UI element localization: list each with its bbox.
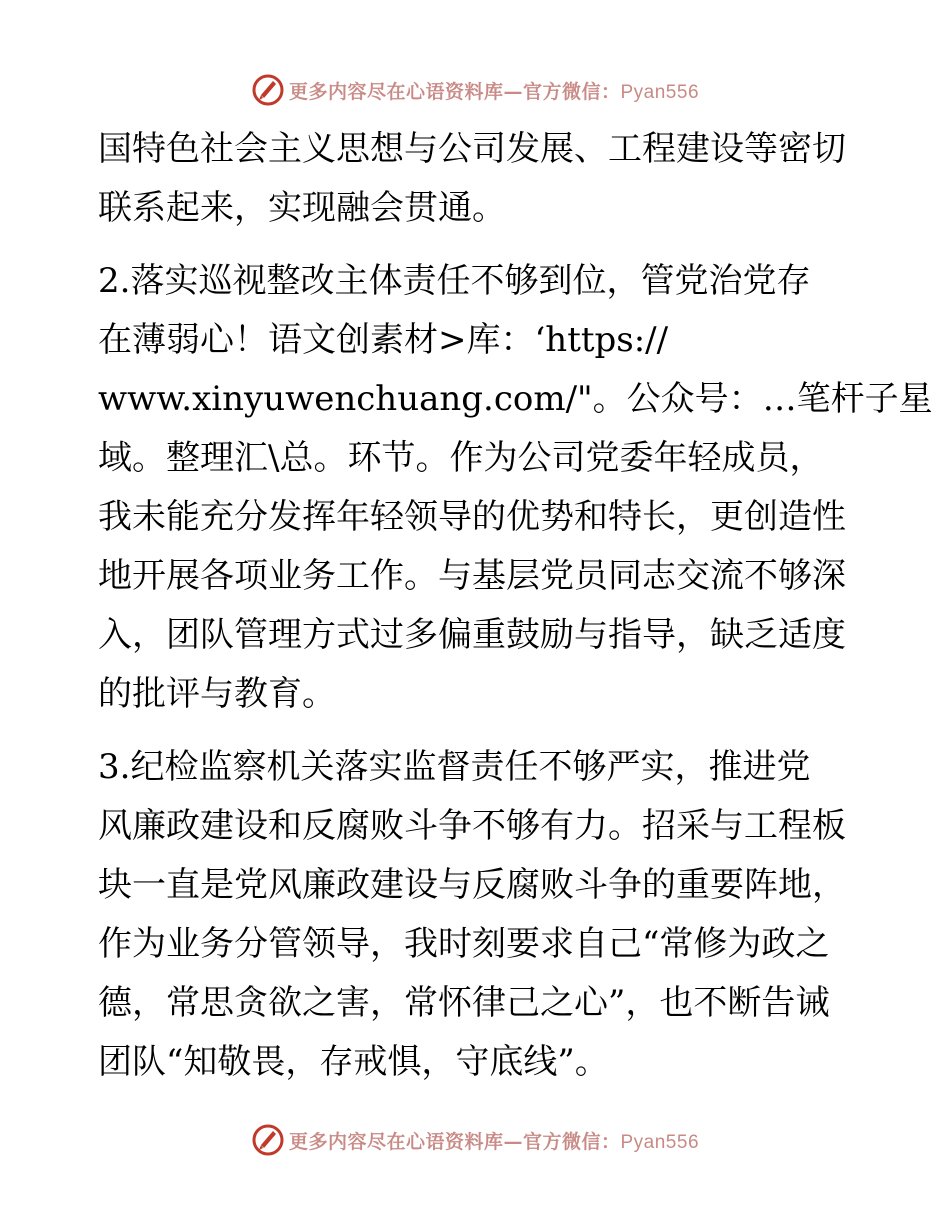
paragraph-line: 在薄弱心！语文创素材>库：‘https:// xyxy=(98,320,669,360)
paragraph-line: 国特色社会主义思想与公司发展、工程建设等密切 xyxy=(98,129,846,169)
brand-logo-icon xyxy=(251,1123,285,1157)
paragraph-line: 3.纪检监察机关落实监督责任不够严实，推进党 xyxy=(98,747,811,787)
paragraph-line: 作为业务分管领导，我时刻要求自己“常修为政之 xyxy=(98,924,830,964)
brand-logo-icon xyxy=(251,73,285,107)
footer-banner-cn: 更多内容尽在心语资料库—官方微信： xyxy=(288,1130,621,1153)
document-body xyxy=(98,120,933,1092)
paragraph-line: 团队“知敬畏，存戒惧，守底线”。 xyxy=(98,1042,609,1082)
paragraph-line: 地开展各项业务工作。与基层党员同志交流不够深 xyxy=(98,556,846,596)
paragraph-line: 2.落实巡视整改主体责任不够到位，管党治党存 xyxy=(98,261,811,301)
paragraph-line: 域。整理汇\总。环节。作为公司党委年轻成员， xyxy=(98,438,824,478)
paragraph-line: 德，常思贪欲之害，常怀律己之心”，也不断告诫 xyxy=(98,983,830,1023)
paragraph-2 xyxy=(98,252,933,724)
paragraph-line: 我未能充分发挥年轻领导的优势和特长，更创造性 xyxy=(98,497,846,537)
paragraph-line: 联系起来，实现融会贯通。 xyxy=(98,188,506,228)
paragraph-line: 块一直是党风廉政建设与反腐败斗争的重要阵地， xyxy=(98,865,846,905)
paragraph-1 xyxy=(98,120,858,238)
header-banner-text xyxy=(289,77,699,104)
footer-banner xyxy=(0,1120,950,1160)
footer-wechat-id: Pyan556 xyxy=(620,1131,700,1153)
header-banner xyxy=(0,70,950,110)
paragraph-line: www.xinyuwenchuang.com/"。公众号：…笔杆子星 xyxy=(98,379,933,419)
paragraph-line: 的批评与教育。 xyxy=(98,674,336,714)
header-wechat-id: Pyan556 xyxy=(620,81,700,103)
paragraph-line: 入，团队管理方式过多偏重鼓励与指导，缺乏适度 xyxy=(98,615,846,655)
paragraph-3 xyxy=(98,738,858,1092)
footer-banner-text xyxy=(289,1127,699,1154)
paragraph-line: 风廉政建设和反腐败斗争不够有力。招采与工程板 xyxy=(98,806,846,846)
header-banner-cn: 更多内容尽在心语资料库—官方微信： xyxy=(288,80,621,103)
